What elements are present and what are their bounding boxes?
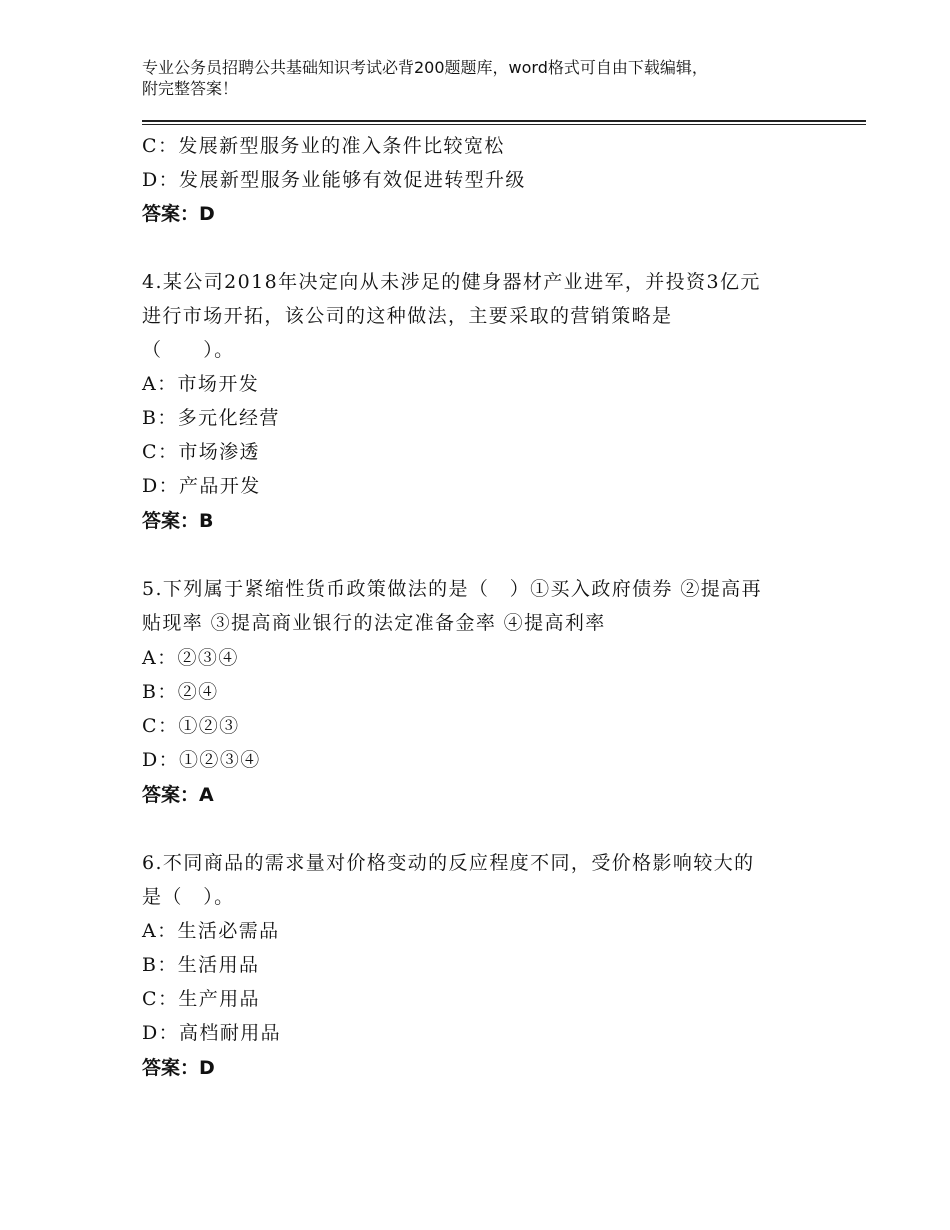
q4-stem-line-2: 进行市场开拓，该公司的这种做法，主要采取的营销策略是	[142, 305, 673, 327]
q6-option-a: A：生活必需品	[142, 920, 280, 942]
header-rule-thick	[142, 120, 866, 122]
q6-option-c: C：生产用品	[142, 988, 260, 1010]
q5-stem-line-2: 贴现率 ③提高商业银行的法定准备金率 ④提高利率	[142, 612, 606, 634]
q5-option-c: C：①②③	[142, 715, 240, 737]
q4-stem-line-3: （ ）。	[142, 339, 235, 361]
q4-option-a: A：市场开发	[142, 373, 260, 395]
q6-option-b: B：生活用品	[142, 954, 260, 976]
q6-stem-line-1: 6.不同商品的需求量对价格变动的反应程度不同，受价格影响较大的	[142, 852, 755, 874]
q5-answer: 答案：A	[142, 784, 214, 806]
q5-option-d: D：①②③④	[142, 749, 261, 771]
q6-option-d: D：高档耐用品	[142, 1022, 282, 1044]
q4-option-d: D：产品开发	[142, 475, 261, 497]
page-header	[142, 57, 842, 99]
q5-option-b: B：②④	[142, 681, 219, 703]
q3-option-d: D：发展新型服务业能够有效促进转型升级	[142, 169, 526, 191]
header-line-1: 专业公务员招聘公共基础知识考试必背200题题库，word格式可自由下载编辑，	[142, 58, 708, 77]
q5-stem-line-1: 5.下列属于紧缩性货币政策做法的是（ ）①买入政府债券 ②提高再	[142, 578, 762, 600]
q4-answer: 答案：B	[142, 510, 214, 532]
q3-option-c: C：发展新型服务业的准入条件比较宽松	[142, 135, 505, 157]
q5-option-a: A：②③④	[142, 647, 239, 669]
q4-option-b: B：多元化经营	[142, 407, 280, 429]
q4-option-c: C：市场渗透	[142, 441, 260, 463]
header-line-2: 附完整答案！	[142, 79, 239, 98]
q6-answer: 答案：D	[142, 1057, 215, 1079]
q4-stem-line-1: 4.某公司2018年决定向从未涉足的健身器材产业进军，并投资3亿元	[142, 271, 761, 293]
q3-answer: 答案：D	[142, 203, 215, 225]
header-rule-thin	[142, 124, 866, 125]
q6-stem-line-2: 是（ ）。	[142, 886, 235, 908]
